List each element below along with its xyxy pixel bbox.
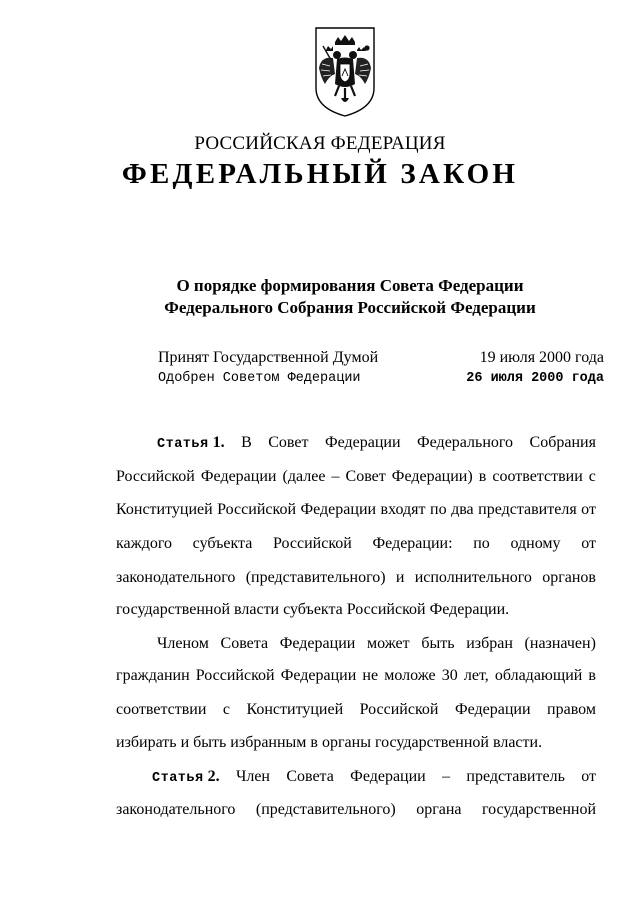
word: не bbox=[362, 667, 379, 684]
word: от bbox=[581, 768, 596, 785]
word: Федерации bbox=[300, 501, 377, 518]
word: может bbox=[366, 635, 410, 652]
text-line bbox=[116, 801, 596, 819]
word: Федерации bbox=[324, 434, 401, 451]
word: от bbox=[581, 501, 596, 518]
text-line: избирать и быть избранным в органы государственной власти. bbox=[116, 734, 543, 751]
word: исполнительного bbox=[414, 569, 532, 586]
article-1-heading: Статья 1. bbox=[157, 434, 225, 452]
word: избран bbox=[466, 635, 513, 652]
word: быть bbox=[421, 635, 455, 652]
word: Российской bbox=[217, 501, 297, 518]
text-line bbox=[116, 468, 596, 486]
paragraph-2-first-line bbox=[157, 635, 596, 653]
word: Федерации bbox=[279, 635, 356, 652]
word: моложе bbox=[384, 667, 436, 684]
word: государственной bbox=[481, 801, 596, 818]
text-line bbox=[116, 701, 596, 719]
word: Федерации: bbox=[372, 535, 453, 552]
word: в bbox=[478, 468, 487, 485]
word: представитель bbox=[466, 768, 565, 785]
word: правом bbox=[547, 701, 596, 718]
word: от bbox=[581, 535, 596, 552]
word: органа bbox=[416, 801, 462, 818]
text-line bbox=[116, 667, 596, 685]
word: законодательного bbox=[116, 801, 236, 818]
country-heading: РОССИЙСКАЯ ФЕДЕРАЦИЯ bbox=[194, 133, 446, 154]
word: обладающий bbox=[494, 667, 583, 684]
law-title-line-2: Федерального Собрания Российской Федерации bbox=[164, 298, 536, 317]
word: (представительного) bbox=[245, 569, 386, 586]
word: В bbox=[241, 434, 252, 451]
word: соответствии bbox=[116, 701, 207, 718]
word: (представительного) bbox=[255, 801, 396, 818]
word: Совет bbox=[345, 468, 386, 485]
word: Федерации bbox=[200, 468, 277, 485]
word: соответствии bbox=[492, 468, 583, 485]
word: Совета bbox=[220, 635, 269, 652]
adopted-by-duma-date: 19 июля 2000 года bbox=[479, 349, 604, 366]
word: Российской bbox=[195, 667, 275, 684]
word: Членом bbox=[157, 635, 209, 652]
word: Федерации bbox=[350, 768, 426, 785]
word: Федерального bbox=[417, 434, 514, 451]
word: по bbox=[430, 501, 447, 518]
word: гражданин bbox=[116, 667, 190, 684]
word: входят bbox=[380, 501, 426, 518]
word: Российской bbox=[359, 701, 439, 718]
document-type-heading: ФЕДЕРАЛЬНЫЙ ЗАКОН bbox=[121, 158, 519, 190]
word: Российской bbox=[273, 535, 352, 552]
word: с bbox=[588, 468, 596, 485]
word: в bbox=[588, 667, 596, 684]
word: – bbox=[331, 468, 340, 485]
word: Федерации) bbox=[391, 468, 473, 485]
word: Конституцией bbox=[246, 701, 344, 718]
word: Федерации bbox=[280, 667, 357, 684]
word: (назначен) bbox=[524, 635, 596, 652]
word: Совет bbox=[268, 434, 309, 451]
coat-of-arms-icon bbox=[313, 26, 377, 118]
approved-by-council-date: 26 июля 2000 года bbox=[466, 371, 604, 386]
word: два bbox=[451, 501, 474, 518]
adopted-by-duma-label: Принят Государственной Думой bbox=[158, 349, 379, 366]
word: Собрания bbox=[529, 434, 596, 451]
word: законодательного bbox=[116, 569, 236, 586]
text-line: государственной власти субъекта Российской Федерации. bbox=[116, 601, 510, 618]
article-2-first-line bbox=[152, 768, 596, 786]
word: лет, bbox=[463, 667, 489, 684]
word: и bbox=[395, 569, 405, 586]
word: Федерации bbox=[454, 701, 531, 718]
word: субъекта bbox=[192, 535, 253, 552]
word: Российской bbox=[116, 468, 195, 485]
text-line bbox=[116, 535, 596, 553]
word: с bbox=[222, 701, 230, 718]
word: каждого bbox=[116, 535, 172, 552]
word: одному bbox=[510, 535, 561, 552]
word: Совета bbox=[286, 768, 334, 785]
word: 30 bbox=[441, 667, 458, 684]
text-line bbox=[116, 569, 596, 587]
word: органов bbox=[542, 569, 596, 586]
word: – bbox=[442, 768, 451, 785]
text-line bbox=[116, 501, 596, 519]
approved-by-council-label: Одобрен Советом Федерации bbox=[158, 371, 361, 386]
article-1-first-line bbox=[157, 434, 596, 452]
word: по bbox=[473, 535, 490, 552]
article-2-heading: Статья 2. bbox=[152, 768, 220, 786]
word: Конституцией bbox=[116, 501, 213, 518]
word: Член bbox=[235, 768, 270, 785]
law-title-line-1: О порядке формирования Совета Федерации bbox=[176, 276, 524, 295]
word: (далее bbox=[282, 468, 326, 485]
word: представителя bbox=[478, 501, 577, 518]
